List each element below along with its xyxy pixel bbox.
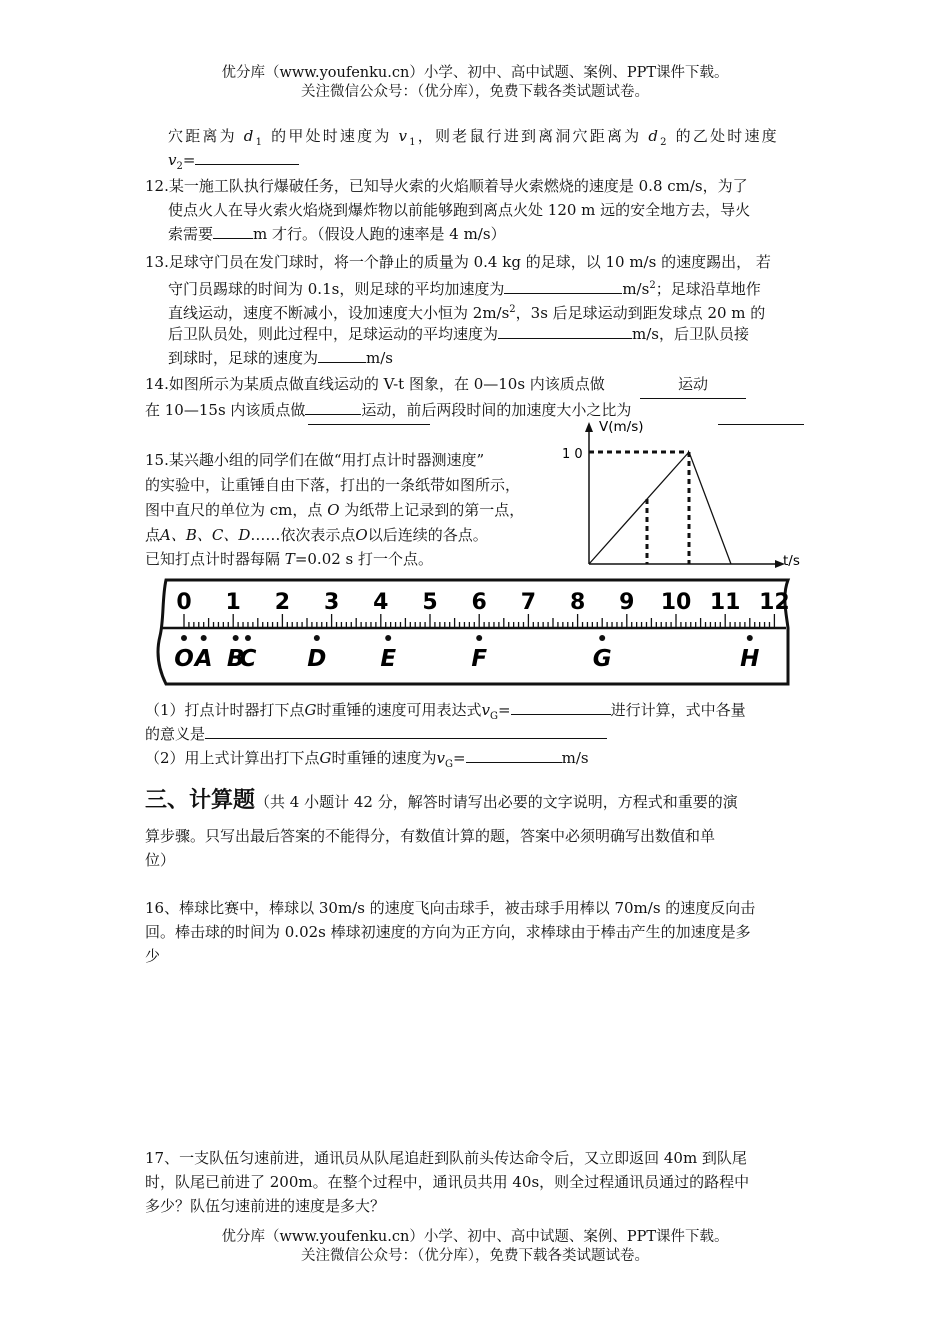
ruler-number: 1 xyxy=(225,590,241,615)
tape-dot xyxy=(747,635,753,641)
q15-line-4: 点A、B、C、D……依次表示点O以后连续的各点。 xyxy=(145,526,488,544)
graph-y10-label: 1 0 xyxy=(562,447,583,462)
tape-dot xyxy=(245,635,251,641)
ruler-number: 9 xyxy=(619,590,635,615)
tape-point-label: G xyxy=(592,646,612,672)
q14-blank-2[interactable] xyxy=(305,398,361,415)
page-header xyxy=(0,64,950,102)
graph-line-rising xyxy=(589,452,689,564)
tape-dot xyxy=(385,635,391,641)
q17-line-2: 时，队尾已前进了 200m。在整个过程中，通讯员共用 40s，则全过程通讯员通过的路程中 xyxy=(145,1173,750,1191)
q14-blank-2-underline xyxy=(308,424,430,425)
tape-dot xyxy=(233,635,239,641)
q17-line-1: 17、一支队伍匀速前进，通讯员从队尾追赶到队前头传达命令后，又立即返回 40m 到队尾 xyxy=(145,1149,747,1167)
ruler-number: 5 xyxy=(422,590,438,615)
tape-dot xyxy=(599,635,605,641)
q11-continuation: 穴距离为 $d_1$ 的甲处时速度为 $v_1$，则老鼠行进到离洞穴距离为 $d_2$ 的乙处时速度 xyxy=(168,127,779,148)
tape-point-label: O xyxy=(174,646,194,672)
q13-line-2: 守门员踢球的时间为 0.1s，则足球的平均加速度为 $m/s^2$；足球沿草地作 xyxy=(168,274,808,301)
ruler-number: 7 xyxy=(520,590,537,615)
q14-blank-1[interactable]: 运动 xyxy=(640,372,746,399)
ruler-number: 6 xyxy=(471,590,487,615)
section3-line-2: 算步骤。只写出最后答案的不能得分，有数值计算的题，答案中必须明确写出数值和单 xyxy=(145,827,716,845)
q17-line-3: 多少？队伍匀速前进的速度是多大？ xyxy=(145,1197,386,1215)
section3-heading: 三、计算题（共 4 小题计 42 分，解答时请写出必要的文字说明，方程式和重要的演 xyxy=(145,787,738,813)
graph-line-falling xyxy=(689,452,731,564)
q15-line-1: 15.某兴趣小组的同学们在做“用打点计时器测速度” xyxy=(145,451,485,469)
header-line-1: 优分库（www.youfenku.cn）小学、初中、高中试题、案例、PPT课件下载。 xyxy=(221,65,729,81)
q15-meaning-blank[interactable] xyxy=(205,722,607,739)
section3-title: 三、计算题 xyxy=(145,787,256,813)
q15-part1-blank[interactable] xyxy=(511,698,611,715)
tape-point-label: E xyxy=(380,646,397,672)
q16-line-1: 16、棒球比赛中，棒球以 30m/s 的速度飞向击球手，被击球手用棒以 70m/s 的速度反向击 xyxy=(145,899,756,917)
tape-point-label: A xyxy=(194,646,213,672)
q16-line-3: 少 xyxy=(145,947,161,965)
tape-point-label: F xyxy=(471,646,488,672)
tape-point-label: C xyxy=(239,646,257,672)
graph-y-arrow-icon xyxy=(585,422,593,432)
footer-line-2: 关注微信公众号：（优分库），免费下载各类试题试卷。 xyxy=(301,1248,649,1264)
ruler-number: 12 xyxy=(759,590,790,615)
q15-line-3: 图中直尺的单位为 cm，点 O 为纸带上记录到的第一点， xyxy=(145,501,525,519)
tape-point-label: H xyxy=(740,646,760,672)
footer-line-1: 优分库（www.youfenku.cn）小学、初中、高中试题、案例、PPT课件下载。 xyxy=(221,1229,729,1245)
q12-line-1: 12.某一施工队执行爆破任务，已知导火索的火焰顺着导火索燃烧的速度是 0.8 cm/s，为了 xyxy=(145,177,748,195)
q13-line-1: 13.足球守门员在发门球时，将一个静止的质量为 0.4 kg 的足球，以 10 m/s 的速度踢出， 若 xyxy=(145,253,771,271)
vt-graph xyxy=(555,414,805,596)
q15-part2-blank[interactable] xyxy=(466,746,562,763)
q12-answer-blank[interactable] xyxy=(213,222,253,239)
q13-line-5: 到球时，足球的速度为 m/s xyxy=(168,346,808,370)
q13-line-4: 后卫队员处，则此过程中，足球运动的平均速度为 m/s，后卫队员接 xyxy=(168,322,808,346)
q12-line-3: 索需要 m 才行。（假设人跑的速率是 4 m/s） xyxy=(168,222,808,246)
ruler-number: 2 xyxy=(274,590,291,615)
tape-dot xyxy=(201,635,207,641)
tape-dot xyxy=(476,635,482,641)
graph-ylabel: V(m/s) xyxy=(599,419,644,435)
q15-part1-line2: 的意义是 xyxy=(145,722,807,746)
q15-part2: （2）用上式计算出打下点G时重锤的速度为$v_G= m/s$ xyxy=(145,746,807,777)
ruler-number: 3 xyxy=(323,590,340,615)
q14-line-1: 14.如图所示为某质点做直线运动的 V-t 图象，在 0—10s 内该质点做 xyxy=(145,375,605,393)
q13-blank-3[interactable] xyxy=(318,346,366,363)
ruler-number: 0 xyxy=(176,590,192,615)
ruler-number: 4 xyxy=(373,590,389,615)
q11-answer-blank[interactable] xyxy=(195,148,299,165)
q13-blank-1[interactable] xyxy=(504,277,622,294)
ruler-number: 10 xyxy=(660,590,692,615)
q13-blank-2[interactable] xyxy=(498,322,632,339)
page-footer xyxy=(0,1228,950,1266)
tape-point-label: D xyxy=(307,646,327,672)
q15-part1-line1: （1）打点计时器打下点G时重锤的速度可用表达式$v_G=$ 进行计算，式中各量 xyxy=(145,698,807,729)
q15-line-2: 的实验中，让重锤自由下落，打出的一条纸带如图所示， xyxy=(145,476,521,494)
section3-line-3: 位） xyxy=(145,851,176,869)
q11-v2-line: $v_2=$ xyxy=(168,148,808,179)
ruler-number: 11 xyxy=(709,590,741,615)
tape-dot xyxy=(314,635,320,641)
tape-dot xyxy=(181,635,187,641)
header-line-2: 关注微信公众号：（优分库），免费下载各类试题试卷。 xyxy=(301,84,649,100)
q14-line-2: 在 10—15s 内该质点做 运动，前后两段时间的加速度大小之比为 xyxy=(145,398,807,422)
q16-line-2: 回。棒击球的时间为 0.02s 棒球初速度的方向为正方向，求棒球由于棒击产生的加速度是多 xyxy=(145,923,751,941)
q12-line-2: 使点火人在导火索火焰烧到爆炸物以前能够跑到离点火处 120 m 远的安全地方去，导火 xyxy=(168,201,751,219)
ruler-tape-figure xyxy=(152,576,794,688)
q13-line-3: 直线运动，速度不断减小，设加速度大小恒为 $2m/s^2$，3s 后足球运动到距发球点 20 m 的 xyxy=(168,304,766,322)
graph-xlabel: t/s xyxy=(783,553,800,569)
tape-point-label: B xyxy=(226,646,245,672)
ruler-number: 8 xyxy=(569,590,586,615)
q15-line-5: 已知打点计时器每隔 T=0.02 s 打一个点。 xyxy=(145,550,434,568)
